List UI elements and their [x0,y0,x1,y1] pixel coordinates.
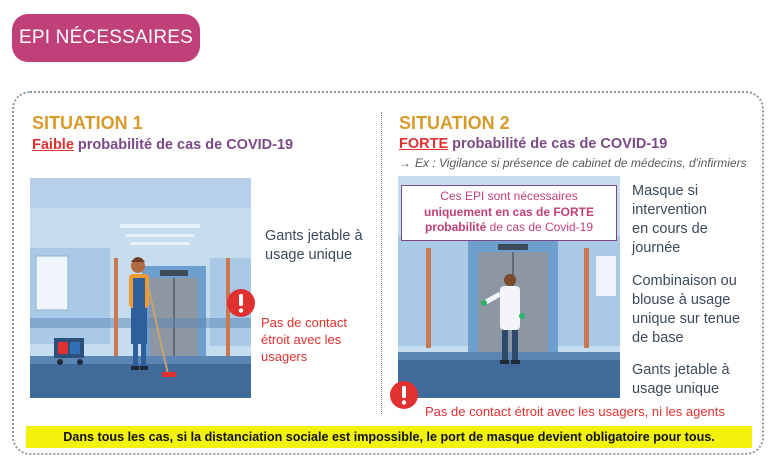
gloves2-line2: usage unique [632,381,720,397]
corridor-cleaner-illustration [30,178,251,398]
gloves2-line1: Gants jetable à [632,362,730,378]
note-line1: Ces EPI sont nécessaires [440,189,578,203]
exclamation-warning-icon [226,288,256,318]
example-text: Ex : Vigilance si présence de cabinet de médecins, d'infirmiers [415,156,747,170]
note-box [401,185,617,241]
page-title-pill [12,14,200,62]
situation2-title: SITUATION 2 [399,113,510,133]
situation2-mask-label [632,182,708,258]
warning-line2: étroit avec les [261,332,342,347]
page-title: EPI NÉCESSAIRES [18,27,194,48]
gloves-line1: Gants jetable à [265,228,363,244]
note-line3 [402,220,616,236]
note-line2: uniquement en cas de FORTE [423,204,595,219]
mandatory-mask-banner: Dans tous les cas, si la distanciation sociale est impossible, le port de masque devient obligatoire pour tous. [26,426,752,448]
mask-line2: intervention [632,202,707,218]
arrow-right-icon: → [399,156,411,170]
mask-line3: en cours de [632,221,708,237]
note-line3-bold: probabilité [424,220,487,234]
combi-line4: de base [632,330,684,346]
gloves-line2: usage unique [265,247,353,263]
mask-line4: journée [632,240,681,256]
situation1-level: Faible [32,137,74,153]
warning-line3: usagers [261,349,308,364]
situation2-level-rest: probabilité de cas de COVID-19 [448,136,668,152]
situation2-level: FORTE [399,136,449,152]
situation1-level-rest: probabilité de cas de COVID-19 [73,137,294,153]
combi-line1: Combinaison ou [632,273,737,289]
exclamation-warning-icon [389,380,419,410]
situation1-warning [261,314,347,365]
mask-line1: Masque si [632,183,699,199]
situation2-example [399,156,747,170]
situation2-gloves-label [632,361,730,399]
situation2-combi-label [632,272,740,348]
situation1-gloves-label [265,227,363,265]
situation1-title: SITUATION 1 [32,113,143,133]
situation1-subtitle [32,137,293,153]
situation2-subtitle [399,136,667,152]
column-divider [381,112,382,414]
combi-line3: unique sur tenue [632,311,741,327]
note-line3-rest: de cas de Covid-19 [486,220,594,234]
combi-line2: blouse à usage [632,292,731,308]
warning-line1: Pas de contact [261,315,347,330]
situation2-warning: Pas de contact étroit avec les usagers, ni les agents [425,404,725,419]
